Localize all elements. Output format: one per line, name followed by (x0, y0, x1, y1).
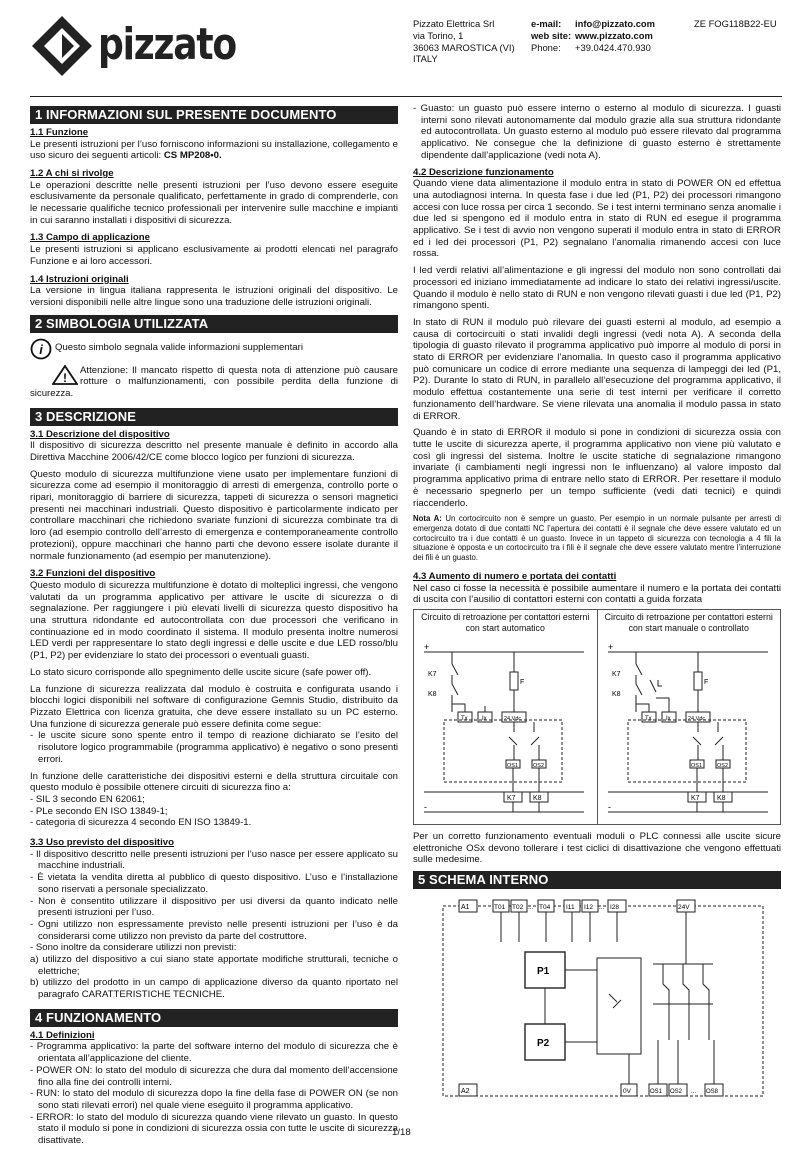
fuse-label: F (703, 678, 708, 686)
schema-t02: T02 (512, 903, 524, 911)
list-item: - È vietata la vendita diretta al pubblico di questo dispositivo. L’uso e l’installazione sono riservati a personale specializzato. (30, 872, 398, 895)
section-1-title: 1 INFORMAZIONI SUL PRESENTE DOCUMENTO (30, 106, 398, 124)
schema-dots: ... (599, 903, 605, 911)
email-link[interactable]: info@pizzato.com (575, 18, 655, 29)
tx-label: Tx (461, 715, 468, 722)
logo-diamond-icon (30, 14, 94, 78)
warning-text: Attenzione: Il mancato rispetto di questa nota di attenzione può causare rotture o malfunzionamenti, con possibile perdita della funzione di sicurezza. (30, 364, 398, 399)
list-item: - Sono inoltre da considerare utilizzi non previsti: (30, 942, 237, 954)
minus-label: - (424, 801, 427, 812)
para-4-2d: Quando è in stato di ERROR il modulo si pone in condizioni di sicurezza ossia con tutte le uscite di sicurezza aperte, il programma applicativo non viene più valutato e così gli ingressi del sistema. Inoltre le uscite statiche di segnalazione rimangono invariate (i cambiamenti negli ingressi non le influenzano) al valore imposto dal programma applicativo prima di entrare nello stato di ERROR. Per resettare il modulo è necessario spegnerlo per un tempo sufficiente (vedi dati tecnici) e quindi riaccenderlo. (413, 427, 781, 509)
para-1-3: Le presenti istruzioni si applicano esclusivamente ai prodotti elencati nel paragrafo Funzione e ai loro accessori. (30, 244, 398, 267)
plus-label: + (607, 641, 613, 652)
os1-label: OS1 (690, 762, 702, 769)
schema-a1: A1 (461, 903, 470, 911)
schema-a2: A2 (461, 1087, 470, 1095)
heading-1-2: 1.2 A chi si rivolge (30, 167, 114, 179)
company-address (413, 18, 515, 65)
k8-coil-label: K8 (716, 794, 726, 802)
svg-text:i: i (39, 341, 43, 357)
supply-label: 24 Vdc (687, 715, 705, 722)
k8-label: K8 (428, 690, 437, 698)
para-4-3b: Per un corretto funzionamento eventuali moduli o PLC connessi alle uscite sicure elettroniche OSx devono tollerare i test ciclici di disattivazione che vengono effettuati sulle medesime. (413, 830, 781, 866)
para-1-2: Le operazioni descritte nelle presenti istruzioni per l’uso devono essere eseguite esclusivamente da personale qualificato, perfettamente in grado di comprenderle, con le necessarie qualifiche tecnico professionali per intervenire sulle macchine e impianti in cui saranno installati i dispositivi di sicurezza. (30, 179, 398, 226)
figure-caption: Circuito di retroazione per contattori esterni con start automatico (421, 611, 590, 633)
heading-3-1: 3.1 Descrizione del dispositivo (30, 428, 170, 440)
list-item: - ERROR: lo stato del modulo di sicurezza quando viene rilevato un guasto. In questo stato il modulo si pone in condizioni di sicurezza ossia con tutte le uscite di sicurezza disattivate. (30, 1111, 398, 1147)
company-city: 36063 MAROSTICA (VI) (413, 41, 515, 53)
schema-os1: OS1 (650, 1088, 663, 1095)
internal-schema-diagram (413, 894, 781, 1104)
list-item: - Programma applicativo: la parte del software interno del modulo di sicurezza che è orientata all’applicazione del cliente. (30, 1041, 398, 1065)
list-item: a) utilizzo del dispositivo a cui siano state apportate modifiche strutturali, tecniche o elettriche; (30, 954, 398, 977)
k7-label: K7 (611, 670, 621, 678)
list-item: - Ogni utilizzo non espressamente previsto nelle presenti istruzioni per l’uso è da considerarsi come utilizzo non previsto da parte del costruttore. (30, 918, 398, 942)
minus-label: - (607, 801, 611, 812)
k7-coil-label: K7 (690, 794, 700, 802)
circuit-auto-start (414, 610, 598, 824)
logo-text: pizzato (98, 19, 236, 70)
schema-24v: 24V (678, 903, 690, 911)
figure-caption: Circuito di retroazione per contattori esterni con start manuale o controllato (604, 611, 773, 633)
note-a-text: Un cortocircuito non è sempre un guasto. Per esempio in un normale pulsante per arresti di emergenza dotato di due contatti NC l’apertura dei contatti è il segnale che deve essere valutato ed un cortocircuito tra i due contatti è un guasto. Invece in un tappeto di sicurezza con tecnologia a 4 fili la situazione è opposta e un cortocircuito tra i fili è il segnale che deve essere valutato mentre l’interruzione dei fili è un guasto. (413, 514, 782, 563)
para-3-1a: Il dispositivo di sicurezza descritto nel presente manuale è definito in accordo alla Direttiva Macchine 2006/42/CE come blocco logico per funzioni di sicurezza. (30, 440, 398, 463)
para-4-2a: Quando viene data alimentazione il modulo entra in stato di POWER ON ed effettua una autodiagnosi interna. In questa fase i due led (P1, P2) dei processori rimangono accesi con luce rossa per circa 1 secondo. Se i test interni terminano senza anomalie i due led si spengono ed il modulo entra in stato di RUN ed esegue il programma applicativo. Se i test di avvio non vengono superati il modulo entra in stato di ERROR ed i led dei processori (P1, P2) segnalano l’anomalia rimanendo accesi con luce rossa. (413, 178, 781, 260)
schema-os2: OS2 (670, 1088, 683, 1095)
heading-4-1: 4.1 Definizioni (30, 1029, 95, 1041)
right-column (413, 103, 781, 1108)
list-item: - Il dispositivo descritto nelle presenti istruzioni per l’uso nasce per essere applicato su macchine industriali. (30, 848, 398, 872)
phone-number: +39.0424.470.930 (575, 41, 651, 53)
pizzato-logo (30, 14, 236, 78)
schema-0v: 0V (623, 1087, 631, 1095)
ix-label: Ix (665, 715, 671, 722)
k8-coil-label: K8 (533, 794, 542, 802)
para-3-2a: Questo modulo di sicurezza multifunzione è dotato di molteplici ingressi, che vengono valutati da un programma applicativo per attivare le uscite di sicurezza o di segnalazione. Per raggiungere i più elevati livelli di sicurezza questo dispositivo ha una struttura ridondante ed autocontrollata con due processori che verificano in continuazione ed in modo coordinato il sistema. Il modulo presenta inoltre numerosi LED verdi per rappresentare lo stato degli ingressi e delle uscite e due LED rosso/blu (P1, P2) per evidenziare lo stato dei processori o eventuali guasti. (30, 579, 398, 662)
circuit-diagram-auto (414, 642, 597, 822)
k7-label: K7 (428, 670, 437, 678)
para-1-1-text: Le presenti istruzioni per l’uso forniscono informazioni su installazione, collegamento e uso sicuro dei seguenti articoli: (30, 138, 398, 162)
os1-label: OS1 (507, 762, 519, 769)
schema-i11: I11 (566, 903, 575, 911)
doc-code: ZE FOG118B22-EU (694, 18, 777, 29)
schema-p1: P1 (537, 965, 550, 977)
os2-label: OS2 (716, 762, 728, 769)
heading-3-3: 3.3 Uso previsto del dispositivo (30, 837, 174, 849)
para-4-1-guasto: - Guasto: un guasto può essere interno o esterno al modulo di sicurezza. I guasti interni sono rilevati autonomamente dal modulo grazie alla sua struttura ridondante ed autocontrollata. Un guasto esterno al modulo può essere rilevato dal programma applicativo. Ne consegue che la definizione di guasto esterno è strettamente dipendente dall’applicazione (vedi nota A). (413, 103, 781, 161)
note-a-label: Nota A: (413, 514, 442, 524)
section-2-title: 2 SIMBOLOGIA UTILIZZATA (30, 315, 398, 333)
para-3-2d: - le uscite sicure sono spente entro il tempo di reazione dichiarato se l’esito del risolutore logico programmabile (programma applicativo) è negativo o sono presenti errori. (30, 730, 398, 765)
info-icon (30, 338, 52, 360)
para-3-2e: In funzione delle caratteristiche dei dispositivi esterni e della struttura circuitale con questo modulo è possibile ottenere circuiti di sicurezza fino a: (30, 770, 398, 794)
svg-text:!: ! (63, 370, 67, 385)
schema-i12: I12 (584, 903, 594, 911)
list-item: - POWER ON: lo stato del modulo di sicurezza che dura dal momento dell’accensione fino alla fine dei controlli interni. (30, 1064, 398, 1088)
header-divider (30, 96, 782, 97)
schema-dots: ... (691, 1087, 697, 1095)
company-country: ITALY (413, 53, 438, 65)
para-3-2b: Lo stato sicuro corrisponde allo spegnimento delle uscite sicure (safe power off). (30, 666, 372, 678)
para-3-2c: La funzione di sicurezza realizzata dal modulo è costruita e configurata usando i blocchi logici disponibili nel software di configurazione Gemnis Studio, distribuito da Pizzato Elettrica con licenza gratuita, che deve essere installato su un PC esterno. Una funzione di sicurezza generale può essere definita come segue: (30, 683, 398, 730)
heading-1-1: 1.1 Funzione (30, 126, 89, 138)
os2-label: OS2 (533, 762, 545, 769)
company-street: via Torino, 1 (413, 29, 464, 41)
heading-1-4: 1.4 Istruzioni originali (30, 273, 129, 285)
feedback-circuits-figure (413, 609, 781, 825)
article-code: CS MP208•0. (163, 150, 222, 162)
k7-coil-label: K7 (507, 794, 516, 802)
schema-t01: T01 (494, 903, 506, 911)
list-item: - SIL 3 secondo EN 62061; (30, 793, 145, 805)
ix-label: Ix (482, 715, 487, 722)
plus-label: + (424, 641, 430, 652)
schema-os8: OS8 (706, 1088, 719, 1095)
company-name: Pizzato Elettrica Srl (413, 18, 495, 29)
list-item: - RUN: lo stato del modulo di sicurezza dopo la fine della fase di POWER ON (se non sono stati rilevati errori) nel quale viene eseguito il programma applicativo. (30, 1088, 398, 1111)
info-row (30, 338, 398, 360)
list-item: b) utilizzo del prodotto in un campo di applicazione diverso da quanto riportato nel paragrafo CARATTERISTICHE TECNICHE. (30, 977, 398, 1001)
heading-1-3: 1.3 Campo di applicazione (30, 232, 150, 244)
heading-4-3: 4.3 Aumento di numero e portata dei contatti (413, 570, 617, 582)
left-column (30, 106, 398, 1147)
list-item: - categoria di sicurezza 4 secondo EN ISO 13849-1. (30, 817, 252, 829)
para-4-3: Nel caso ci fosse la necessità è possibile aumentare il numero e la portata dei contatti di uscita con l’ausilio di contattori esterni con contatti a guida forzata (413, 582, 781, 606)
schema-dots: ... (528, 903, 534, 911)
circuit-diagram-manual (598, 642, 781, 822)
email-label: e-mail: (531, 18, 562, 29)
heading-4-2: 4.2 Descrizione funzionamento (413, 166, 554, 178)
note-a (413, 514, 781, 563)
list-item: - Non è consentito utilizzare il dispositivo per usi diversi da quanto indicato nelle presenti istruzioni per l’uso. (30, 895, 398, 919)
schema-p2: P2 (537, 1037, 550, 1049)
info-text: Questo simbolo segnala valide informazioni supplementari (55, 341, 303, 353)
section-3-title: 3 DESCRIZIONE (30, 408, 398, 426)
list-item: - PLe secondo EN ISO 13849-1; (30, 805, 168, 817)
tx-label: Tx (644, 715, 652, 722)
page-number: 1/18 (392, 1127, 411, 1138)
phone-label: Phone: (531, 41, 561, 53)
fuse-label: F (520, 678, 525, 686)
supply-label: 24 Vdc (504, 715, 522, 722)
section-4-title: 4 FUNZIONAMENTO (30, 1009, 398, 1027)
k8-label: K8 (611, 690, 621, 698)
schema-i28: I28 (610, 903, 620, 911)
para-1-1 (30, 139, 398, 162)
warning-icon (52, 365, 78, 385)
web-label: web site: (531, 29, 572, 41)
heading-3-2: 3.2 Funzioni del dispositivo (30, 568, 156, 580)
contact-labels (531, 18, 571, 53)
para-4-2b: I led verdi relativi all’alimentazione e gli ingressi del modulo non sono controllati dai processori ed iniziano immediatamente ad indicare lo stato dei relativi ingressi/uscite. Quando il modulo è nello stato di RUN e non vengono rilevati guasti i due led (P1, P2) rimangono spenti. (413, 265, 781, 312)
para-4-2c: In stato di RUN il modulo può rilevare dei guasti esterni al modulo, ad esempio a causa di cortocircuiti o stati invalidi degli ingressi (vedi nota A). A seconda della tipologia di guasto rilevato il programma applicativo può imporre al modulo di porsi in stato di ERROR per evidenziare l’anomalia. In questo caso il programma applicativo può comunicare un codice di errore mediante una sequenza di lampeggi dei led (P1, P2). Durante lo stato di RUN, in parallelo all’esecuzione del programma applicativo, il modulo effettua costantemente una serie di test interni per verificare il corretto funzionamento dell’hardware. Se viene rilevata una anomalia il modulo passa in stato di ERROR. (413, 316, 781, 422)
circuit-manual-start (598, 610, 781, 824)
warning-row (30, 365, 398, 400)
contact-values (575, 18, 655, 53)
section-5-title: 5 SCHEMA INTERNO (413, 871, 781, 889)
para-1-4: La versione in lingua italiana rappresenta le istruzioni originali del dispositivo. Le versioni disponibili nelle altre lingue sono una traduzione delle istruzioni originali. (30, 285, 398, 308)
web-link[interactable]: www.pizzato.com (575, 29, 653, 41)
para-3-1b: Questo modulo di sicurezza multifunzione viene usato per implementare funzioni di sicurezza come ad esempio il monitoraggio di arresti di emergenza, controllo porte o ripari, monitoraggio di barriere di sicurezza, tappeti di sicurezza o sensori magnetici presenti nei macchinari industriali. Questo dispositivo è particolarmente indicato per controllare macchinari che richiedono svariate funzioni di sicurezza combinate tra di loro (ad esempio controllo dell’arresto di emergenza e contemporaneamente controllo protezioni), oppure macchinari che hanno parti che devono essere isolate durante il normale funzionamento (ad esempio per manutenzione). (30, 468, 398, 562)
schema-t04: T04 (539, 903, 551, 911)
